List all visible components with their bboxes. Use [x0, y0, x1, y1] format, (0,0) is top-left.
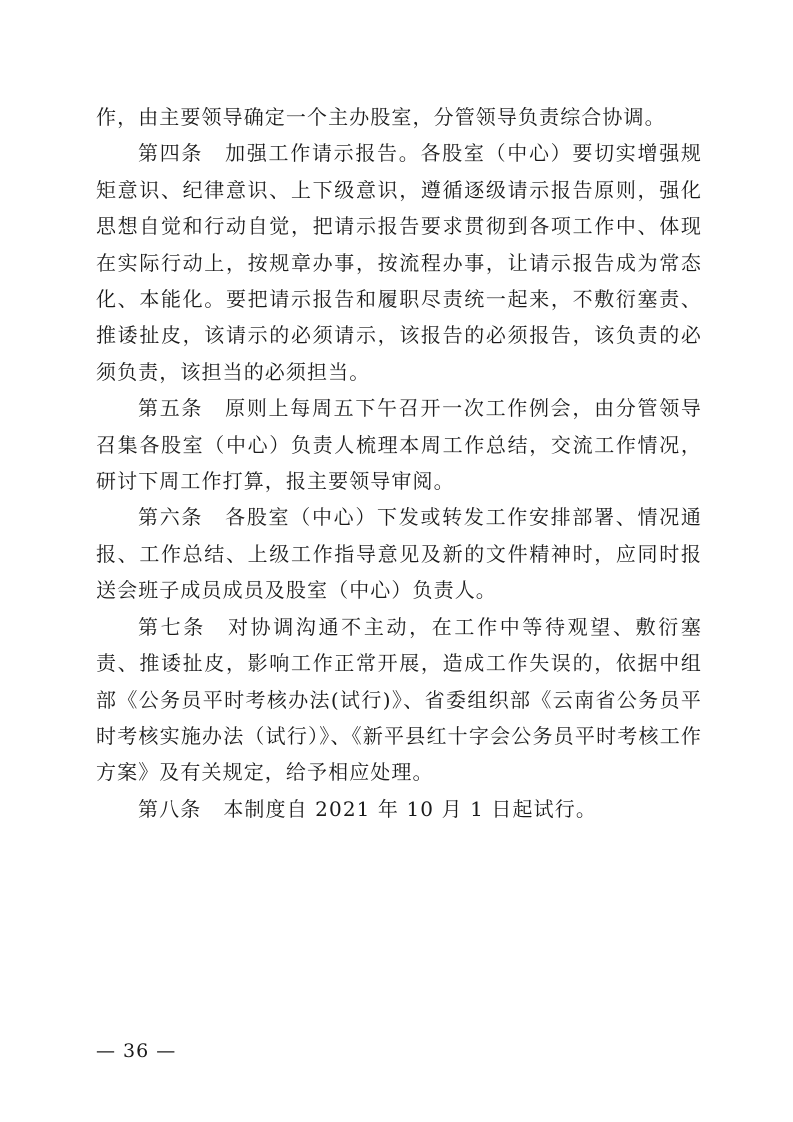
article-6 — [96, 499, 702, 608]
article-number: 第七条 — [138, 614, 206, 639]
article-number: 第五条 — [138, 396, 204, 421]
paragraph-text: 作，由主要领导确定一个主办股室，分管领导负责综合协调。 — [96, 105, 666, 129]
page-number: — 36 — — [96, 1040, 177, 1062]
article-text: 各股室（中心）下发或转发工作安排部署、情况通报、工作总结、上级工作指导意见及新的文件精神时，应同时报送会班子成员成员及股室（中心）负责人。 — [96, 505, 702, 603]
article-text: 对协调沟通不主动，在工作中等待观望、敷衍塞责、推诿扯皮，影响工作正常开展，造成工作失误的，依据中组部《公务员平时考核办法(试行)》、省委组织部《云南省公务员平时考核实施办法（试行）》、《新平县红十字会公务员平时考核工作方案》及有关规定，给予相应处理。 — [96, 614, 702, 785]
document-body — [96, 99, 702, 827]
article-4 — [96, 135, 702, 390]
article-7 — [96, 609, 702, 791]
paragraph-continuation — [96, 99, 702, 135]
article-number: 第八条 — [138, 796, 202, 821]
article-5 — [96, 390, 702, 499]
article-number: 第四条 — [138, 141, 204, 166]
article-text: 本制度自 2021 年 10 月 1 日起试行。 — [223, 796, 597, 821]
article-text: 原则上每周五下午召开一次工作例会，由分管领导召集各股室（中心）负责人梳理本周工作总结，交流工作情况，研讨下周工作打算，报主要领导审阅。 — [96, 396, 702, 494]
article-number: 第六条 — [138, 505, 204, 530]
article-text: 加强工作请示报告。各股室（中心）要切实增强规矩意识、纪律意识、上下级意识，遵循逐级请示报告原则，强化思想自觉和行动自觉，把请示报告要求贯彻到各项工作中、体现在实际行动上，按规章办事，按流程办事，让请示报告成为常态化、本能化。要把请示报告和履职尽责统一起来，不敷衍塞责、推诿扯皮，该请示的必须请示，该报告的必须报告，该负责的必须负责，该担当的必须担当。 — [96, 141, 702, 384]
article-8 — [96, 791, 702, 827]
